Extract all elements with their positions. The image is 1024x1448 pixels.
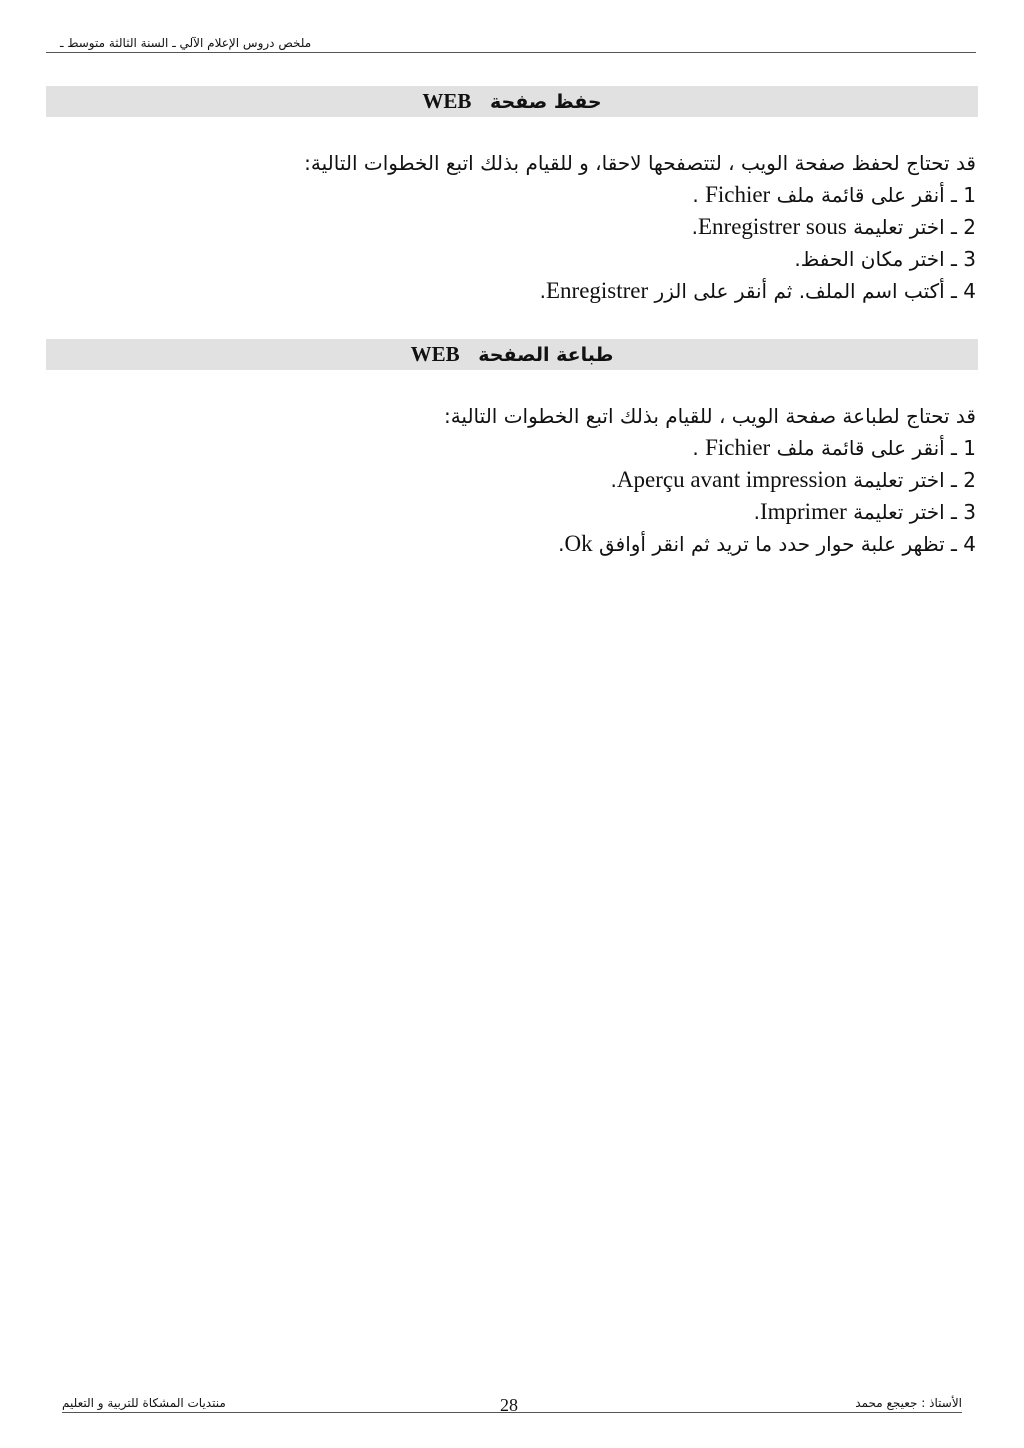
running-header-title: ملخص دروس الإعلام الآلي ـ السنة الثالثة متوسط ـ xyxy=(60,36,312,50)
page-footer xyxy=(62,1394,962,1413)
section-title-ar: طباعة الصفحة xyxy=(478,344,614,366)
step-item: 4 ـ أكتب اسم الملف. ثم أنقر على الزر Enregistrer. xyxy=(539,278,976,303)
section-title-en: WEB xyxy=(422,89,472,113)
save-instructions xyxy=(76,147,976,307)
step-item: 1 ـ أنقر على قائمة ملف Fichier . xyxy=(692,435,976,460)
footer-forum-name: منتديات المشكاة للتربية و التعليم xyxy=(62,1396,226,1410)
intro-text: قد تحتاج لحفظ صفحة الويب ، لتتصفحها لاحقا، و للقيام بذلك اتبع الخطوات التالية: xyxy=(304,151,976,175)
step-item: 2 ـ اختر تعليمة Aperçu avant impression. xyxy=(610,467,976,492)
step-item: 4 ـ تظهر علبة حوار حدد ما تريد ثم انقر أوافق Ok. xyxy=(558,531,976,556)
section-title-save-web-page xyxy=(46,86,978,117)
footer-author: الأستاذ : جعيجع محمد xyxy=(855,1396,962,1410)
section-title-ar: حفظ صفحة xyxy=(490,91,602,113)
step-item: 3 ـ اختر تعليمة Imprimer. xyxy=(753,499,976,524)
step-item: 1 ـ أنقر على قائمة ملف Fichier . xyxy=(692,182,976,207)
print-instructions xyxy=(76,400,976,560)
running-header xyxy=(46,34,976,53)
section-title-print-web-page xyxy=(46,339,978,370)
page-number: 28 xyxy=(500,1395,518,1415)
intro-text: قد تحتاج لطباعة صفحة الويب ، للقيام بذلك اتبع الخطوات التالية: xyxy=(443,404,976,428)
section-title-en: WEB xyxy=(410,342,460,366)
step-item: 2 ـ اختر تعليمة Enregistrer sous. xyxy=(691,214,976,239)
step-item: 3 ـ اختر مكان الحفظ. xyxy=(794,247,976,271)
